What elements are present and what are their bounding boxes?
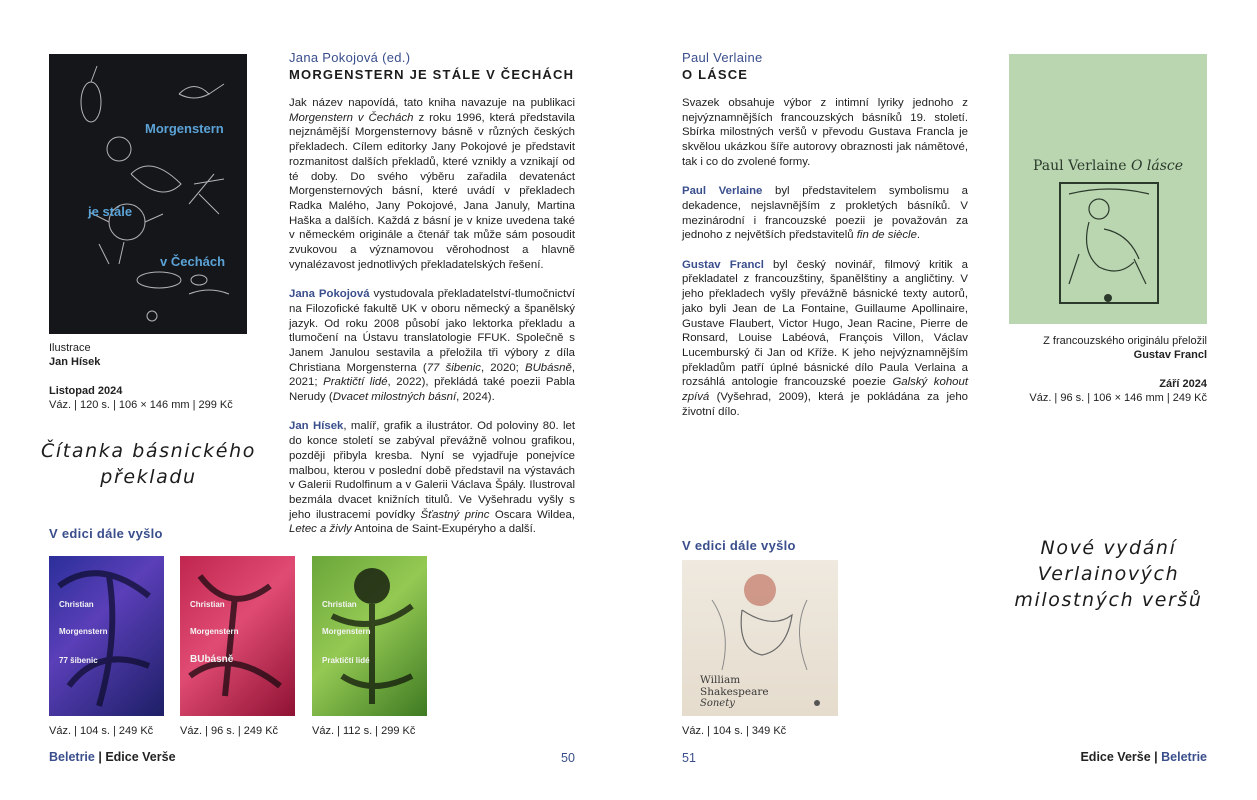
footer-series: Edice Verše bbox=[105, 750, 176, 764]
tagline-line1: Čítanka básnického bbox=[41, 440, 256, 462]
related-author: Christian bbox=[59, 600, 94, 609]
related-author-surname: Morgenstern bbox=[190, 627, 239, 636]
illustrator-bio: Jan Hísek, malíř, grafik a ilustrátor. Od poloviny 80. let do konce století se zabýval převážně volnou grafikou, později přibyla kresba. Nyní se vyjadřuje ponejvíce malbou, kterou v poslední době představil na výstavách v Galerii Rudolfinum a v Galerii Václava Špály. Ilustroval bezmála dvacet knižních titulů. Ve Vyšehradu vyšly s jeho ilustracemi povídky Šťastný princ Oscara Wildea, Letec a živly Antoina de Saint-Exupéryho a další. bbox=[289, 420, 575, 536]
series-heading: V edici dále vyšlo bbox=[49, 526, 163, 541]
illustrator-name: Jan Hísek bbox=[49, 356, 101, 368]
page-number-right: 51 bbox=[682, 751, 696, 765]
cover-illustration bbox=[1009, 54, 1207, 324]
book-title: O LÁSCE bbox=[682, 67, 749, 82]
book-title: MORGENSTERN JE STÁLE V ČECHÁCH bbox=[289, 67, 575, 82]
related-title: 77 šibenic bbox=[59, 656, 98, 665]
cover-illustration bbox=[49, 54, 247, 334]
related-author: Christian bbox=[322, 600, 357, 609]
translation-label: Z francouzského originálu přeložil bbox=[1043, 335, 1207, 347]
related-specs: Váz. | 104 s. | 349 Kč bbox=[682, 725, 787, 737]
related-book-prakticti-lide[interactable] bbox=[312, 556, 427, 716]
tagline-line2: Verlainových bbox=[1037, 563, 1180, 585]
related-specs: Váz. | 96 s. | 249 Kč bbox=[180, 725, 279, 737]
related-specs: Váz. | 104 s. | 249 Kč bbox=[49, 725, 154, 737]
book-specs: Váz. | 96 s. | 106 × 146 mm | 249 Kč bbox=[1029, 392, 1207, 404]
related-author-surname: Morgenstern bbox=[322, 627, 371, 636]
related-book-sonety[interactable] bbox=[682, 560, 838, 716]
cover-art bbox=[49, 556, 164, 716]
tagline bbox=[40, 438, 257, 490]
release-date: Listopad 2024 bbox=[49, 385, 123, 397]
book-description bbox=[682, 96, 968, 434]
book-specs: Váz. | 120 s. | 106 × 146 mm | 299 Kč bbox=[49, 399, 233, 411]
related-title: BUbásně bbox=[190, 654, 234, 665]
tagline-line1: Nové vydání bbox=[1040, 537, 1177, 559]
editor-bio: Jana Pokojová vystudovala překladatelství-tlumočnictví na Filozofické fakultě UK v oboru německý a španělský jazyk. Od roku 2008 působí jako lektorka překladu a tlumočení na Ústavu translatologie FFUK. Společně s Janem Janulou sestavila a přeložila tři výbory z díla Christiana Morgensterna (77 šibenic, 2020; BUbásně, 2021; Praktičtí lidé, 2022), překládá také poezii Pabla Nerudy (Dvacet milostných básní, 2024). bbox=[289, 288, 576, 404]
description-paragraph: Jak název napovídá, tato kniha navazuje na publikaci Morgenstern v Čechách z roku 1996, která představila nejznámější Morgensternovy básně v různých českých překladech. Cílem editorky Jany Pokojové je představit rozmanitost dalších překladů, které vznikly a vznikají od té doby. Do svého výběru zařadila devatenáct Morgensternových básní, které uvádí v překladech Radka Malého, Jany Pokojové, Jana Januly, Martina Haška a dalších. Každá z básní je v knize uvedena také v německém originále a čtenář tak může sám posoudit zvukovou a významovou věrohodnost a hlavně vynalézavost jednotlivých překladatelských řešení. bbox=[289, 97, 575, 271]
description-paragraph: Svazek obsahuje výbor z intimní lyriky jednoho z nejvýznamnějších francouzských básníků 19. století. Sbírka milostných veršů v převodu Gustava Francla je skvělou ukázkou šíře autorovy obraznosti jak námětové, tak i co do zvolené formy. bbox=[682, 97, 968, 168]
cover-title-line1: Morgenstern bbox=[145, 121, 224, 136]
related-book-bubasne[interactable] bbox=[180, 556, 295, 716]
translator-name: Gustav Francl bbox=[1133, 349, 1207, 361]
cover-title-line2: je stále bbox=[88, 204, 133, 219]
footer-right: Edice Verše | Beletrie bbox=[1080, 750, 1207, 764]
cover-title-line3: v Čechách bbox=[160, 254, 226, 269]
footer-series: Edice Verše bbox=[1080, 750, 1151, 764]
illustration-label: Ilustrace bbox=[49, 342, 91, 354]
related-specs: Váz. | 112 s. | 299 Kč bbox=[312, 725, 416, 737]
cover-title: Paul Verlaine O lásce bbox=[1032, 158, 1183, 174]
related-author: William bbox=[700, 674, 741, 686]
related-title: Praktičtí lidé bbox=[322, 656, 370, 665]
related-book-77-sibenic[interactable] bbox=[49, 556, 164, 716]
series-heading: V edici dále vyšlo bbox=[682, 538, 796, 553]
tagline-line3: milostných veršů bbox=[1014, 589, 1203, 611]
related-title: Sonety bbox=[700, 698, 735, 709]
tagline-line2: překladu bbox=[100, 466, 197, 488]
related-author-surname: Shakespeare bbox=[700, 686, 769, 698]
book-cover-o-lasce bbox=[1009, 54, 1207, 324]
author-bio: Paul Verlaine byl představitelem symbolismu a dekadence, nejslavnějším z prokletých básníků. V mezinárodní i francouzské poezii je považován za jednoho z největších představitelů fin de siècle. bbox=[682, 185, 968, 242]
book-cover-morgenstern bbox=[49, 54, 247, 334]
book-editor: Jana Pokojová (ed.) bbox=[289, 50, 411, 65]
related-author: Christian bbox=[190, 600, 225, 609]
related-author-surname: Morgenstern bbox=[59, 627, 108, 636]
cover-art bbox=[180, 556, 295, 716]
tagline bbox=[1000, 535, 1217, 613]
book-description bbox=[289, 96, 575, 552]
book-author: Paul Verlaine bbox=[682, 50, 763, 65]
release-date: Září 2024 bbox=[1159, 378, 1207, 390]
page-number-left: 50 bbox=[561, 751, 575, 765]
cover-art bbox=[312, 556, 427, 716]
translator-bio: Gustav Francl byl český novinář, filmový kritik a překladatel z francouzštiny, španělštiny a angličtiny. V jeho překladech vyšly převážně básnické texty autorů, jako byli Jean de La Fontaine, Guillaume Apollinaire, Gustave Flaubert, Victor Hugo, Jean Racine, Pierre de Ronsard, Louise Labéová, François Villon, Václav Lucemburský či Jan od Kříže. K jeho nejvýznamnějším překladům patří úplné básnické dílo Paula Verlaina a rozsáhlá antologie francouzské poezie Galský kohout zpívá (Vyšehrad, 2009), která je pokládána za jeho životní dílo. bbox=[682, 258, 969, 418]
footer-left: Beletrie | Edice Verše bbox=[49, 750, 176, 764]
footer-section: Beletrie bbox=[1161, 750, 1207, 764]
footer-section: Beletrie bbox=[49, 750, 95, 764]
